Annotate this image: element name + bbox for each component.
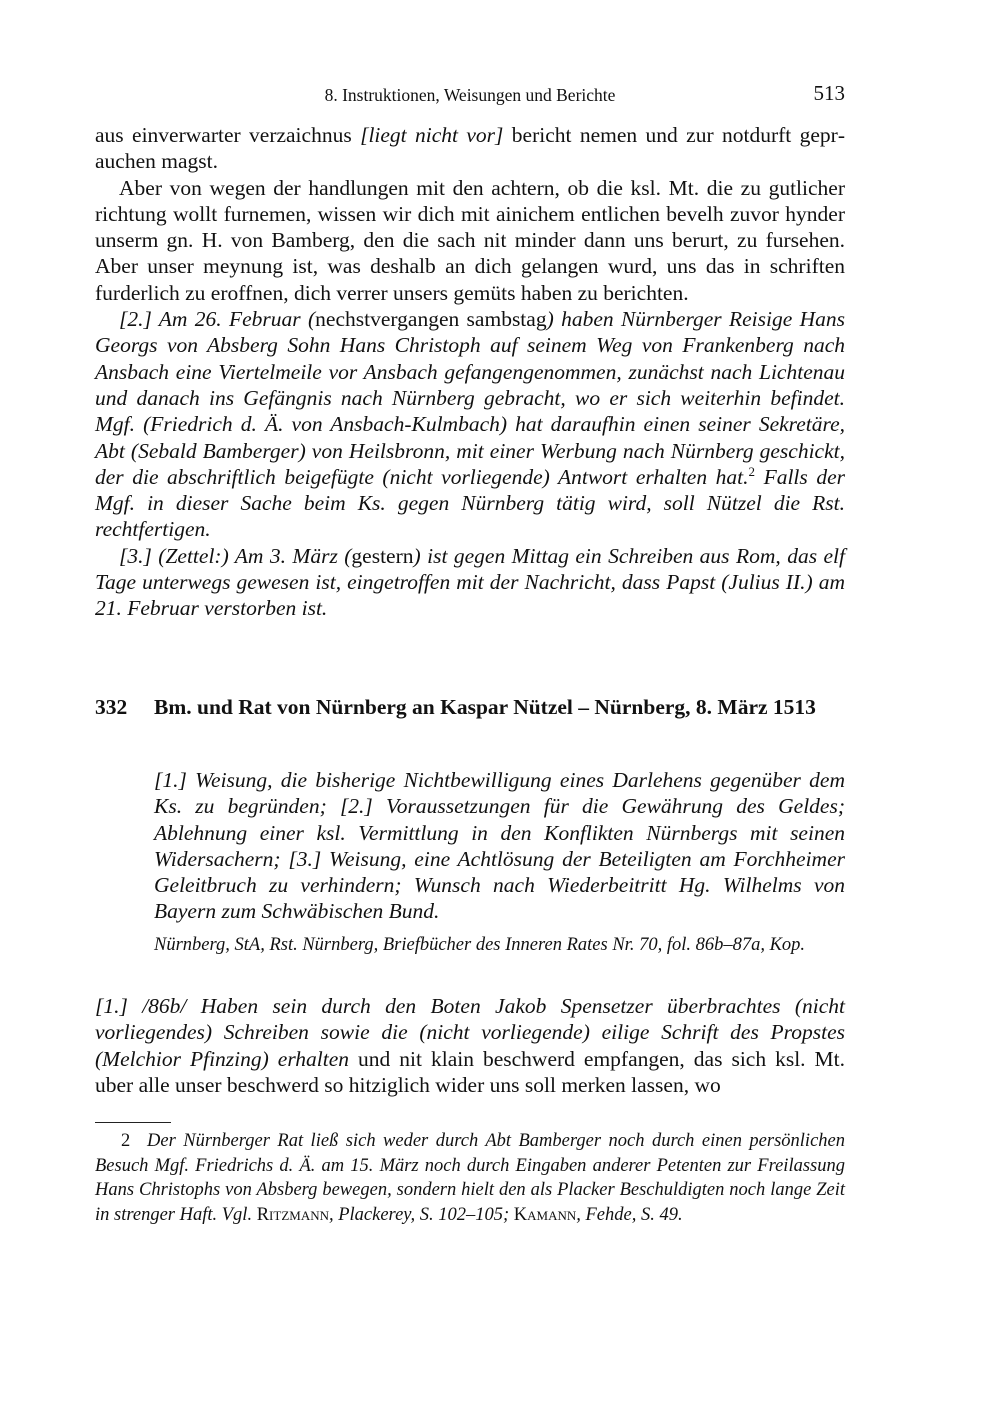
author-name: Kamann bbox=[513, 1204, 577, 1225]
text-run: [3.] (Zettel:) Am 3. März ( bbox=[119, 543, 352, 568]
text-run: bericht nemen und zur notdurft geprauchen magst. bbox=[95, 123, 845, 174]
text-run: [2.] Am 26. Februar ( bbox=[119, 307, 316, 332]
paragraph-summary-3 bbox=[95, 543, 845, 622]
entry-title: Bm. und Rat von Nürnberg an Kaspar Nützel – Nürnberg, 8. März 1513 bbox=[154, 695, 816, 719]
footnote bbox=[95, 1129, 845, 1227]
quoted-source-text: und nit klain beschwerd empfangen, das sich ksl. Mt. uber alle unser beschwerd so hitziglich wider uns soll merken lassen, wo bbox=[95, 1046, 846, 1097]
text-run: [1.] /86b/ Haben sein durch den Boten Jakob Spensetzer überbrachtes (nicht vorliegendes) Schreiben sowie die (nicht vorliegende) eilige Schrift des Propstes (Melchior Pfinzing) erhalten bbox=[95, 994, 845, 1071]
text-run: Falls der Mgf. in dieser Sache beim Ks. gegen Nürnberg tätig wird, soll Nützel die Rst. rechtfertigen. bbox=[95, 464, 845, 542]
quoted-source-text: gestern bbox=[351, 543, 414, 568]
text-run: , Plackerey, S. 102–105; bbox=[328, 1204, 514, 1225]
author-name: Ritzmann bbox=[256, 1204, 329, 1225]
running-title: 8. Instruktionen, Weisungen und Berichte bbox=[324, 85, 616, 105]
text-run: , Fehde, S. 49. bbox=[576, 1204, 683, 1225]
running-header bbox=[95, 80, 845, 108]
text-run: Der Nürnberger Rat ließ sich weder durch Abt Bamberger noch durch einen persönlichen Besuch Mgf. Friedrichs d. Ä. am 15. März noch durch Eingaben anderer Petenten zur Freilassung Hans Christophs von Absberg bewegen, sondern hielt den als Placker Beschuldigten noch lange Zeit in strenger Haft. Vgl. bbox=[95, 1131, 845, 1225]
editorial-note: [liegt nicht vor] bbox=[360, 123, 504, 147]
text-run: ) ist gegen Mittag ein Schreiben aus Rom, das elf Tage unterwegs gewesen ist, eingetroffen mit der Nachricht, dass Papst (Julius II.) am 21. Februar verstorben ist. bbox=[95, 543, 845, 621]
footnote-reference[interactable]: 2 bbox=[748, 463, 755, 479]
quoted-source-text: nechstvergangen sambstag bbox=[315, 307, 547, 332]
text-run: ) haben Nürnberger Reisige Hans Georgs von Absberg Sohn Hans Christoph auf seinem Weg von Frankenberg nach Ansbach eine Viertelmeile vor Ansbach gefangengenommen, zunächst nach Lichtenau und danach ins Gefängnis nach Nürnberg gebracht, wo er sich weiterhin befindet. Mgf. (Friedrich d. Ä. von Ansbach-Kulmbach) hat daraufhin einen seiner Sekretäre, Abt (Sebald Bamberger) von Heilsbronn, mit einer Werbung nach Nürnberg geschickt, der die abschriftlich beigefügte (nicht vorliegende) Antwort erhalten hat. bbox=[95, 307, 846, 489]
footnote-number: 2 bbox=[121, 1131, 131, 1151]
footnote-divider bbox=[95, 1122, 171, 1123]
entry-heading bbox=[95, 694, 845, 721]
paragraph-achtern: Aber von wegen der handlungen mit den achtern, ob die ksl. Mt. die zu gutlicher richtung wollt furnemen, wissen wir dich mit ainichem entlichen bevelh zuvor hynder unserm gn. H. von Bamberg, den die sach nit minder dann uns berurt, zu fursehen. Aber unser meynung ist, was deshalb an dich gelangen wurd, uns das in schriften furderlich zu eroffnen, dich verrer unsers gemüts haben zu berichten. bbox=[95, 175, 845, 305]
entry-number: 332 bbox=[95, 695, 128, 719]
page-number: 513 bbox=[813, 81, 845, 105]
document-text bbox=[95, 993, 845, 1098]
paragraph-continuation bbox=[95, 122, 845, 175]
main-text bbox=[95, 122, 845, 622]
entry-regest: [1.] Weisung, die bisherige Nichtbewilligung eines Darlehens gegenüber dem Ks. zu begründen; [2.] Voraussetzungen für die Gewährung des Geldes; Ablehnung einer ksl. Vermittlung in den Konflikten Nürnbergs mit seinen Widersachern; [3.] Weisung, eine Achtlösung der Beteiligten am Forchheimer Geleitbruch zu verhindern; Wunsch nach Wiederbeitritt Hg. Wilhelms von Bayern zum Schwäbischen Bund. bbox=[154, 768, 845, 924]
paragraph-summary-2 bbox=[95, 306, 845, 543]
text-run: aus einverwarter verzaichnus bbox=[95, 123, 361, 147]
entry-source: Nürnberg, StA, Rst. Nürnberg, Briefbücher des Inneren Rates Nr. 70, fol. 86b–87a, Kop. bbox=[154, 935, 806, 955]
